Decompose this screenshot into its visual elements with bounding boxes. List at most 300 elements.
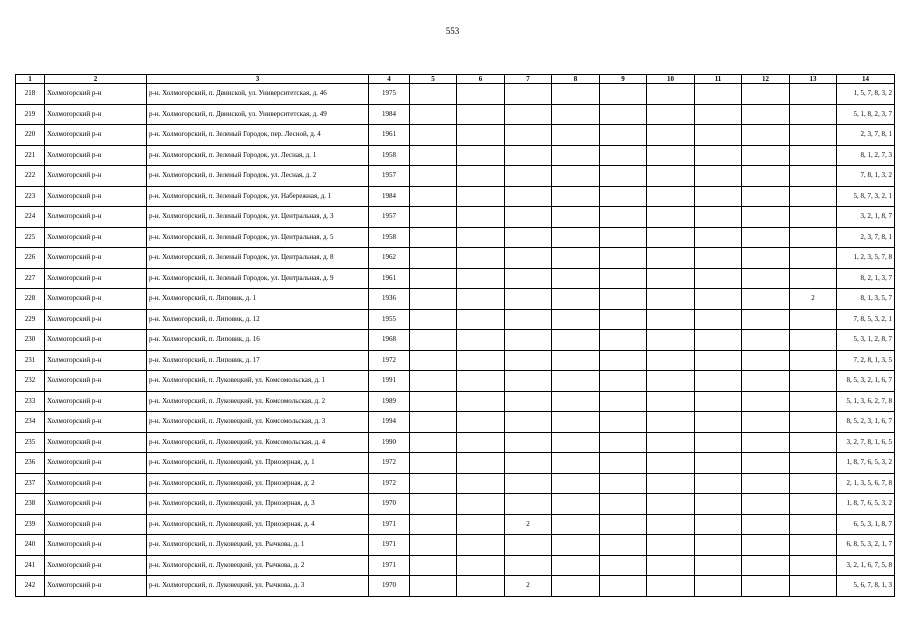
col8-cell bbox=[552, 453, 600, 474]
col7-cell bbox=[505, 186, 552, 207]
col14-cell: 1, 8, 7, 6, 5, 3, 2 bbox=[837, 453, 895, 474]
col10-cell bbox=[647, 494, 695, 515]
year-cell: 1958 bbox=[369, 145, 410, 166]
row-number: 241 bbox=[16, 555, 45, 576]
year-cell: 1970 bbox=[369, 494, 410, 515]
year-cell: 1955 bbox=[369, 309, 410, 330]
year-cell: 1994 bbox=[369, 412, 410, 433]
col12-cell bbox=[742, 391, 790, 412]
year-cell: 1958 bbox=[369, 227, 410, 248]
year-cell: 1957 bbox=[369, 166, 410, 187]
col9-cell bbox=[600, 84, 647, 105]
year-cell: 1984 bbox=[369, 104, 410, 125]
col11-cell bbox=[695, 555, 742, 576]
col5-cell bbox=[410, 371, 457, 392]
row-number: 231 bbox=[16, 350, 45, 371]
column-header-5: 5 bbox=[410, 75, 457, 84]
col10-cell bbox=[647, 391, 695, 412]
table-row bbox=[16, 514, 895, 535]
col12-cell bbox=[742, 350, 790, 371]
col14-cell: 1, 5, 7, 8, 3, 2 bbox=[837, 84, 895, 105]
col13-cell bbox=[790, 268, 837, 289]
district-cell: Холмогорский р-н bbox=[45, 514, 147, 535]
col8-cell bbox=[552, 391, 600, 412]
col7-cell: 2 bbox=[505, 514, 552, 535]
col13-cell bbox=[790, 576, 837, 597]
table-row bbox=[16, 125, 895, 146]
col11-cell bbox=[695, 125, 742, 146]
address-cell: р-н. Холмогорский, п. Луковецкий, ул. Комсомольская, д. 2 bbox=[147, 391, 369, 412]
district-cell: Холмогорский р-н bbox=[45, 145, 147, 166]
district-cell: Холмогорский р-н bbox=[45, 576, 147, 597]
address-cell: р-н. Холмогорский, п. Двинской, ул. Университетская, д. 49 bbox=[147, 104, 369, 125]
col6-cell bbox=[457, 391, 505, 412]
row-number: 239 bbox=[16, 514, 45, 535]
address-cell: р-н. Холмогорский, п. Луковецкий, ул. Рычкова, д. 1 bbox=[147, 535, 369, 556]
col12-cell bbox=[742, 555, 790, 576]
col7-cell bbox=[505, 289, 552, 310]
district-cell: Холмогорский р-н bbox=[45, 289, 147, 310]
col13-cell bbox=[790, 309, 837, 330]
year-cell: 1961 bbox=[369, 268, 410, 289]
col14-cell: 6, 5, 3, 1, 8, 7 bbox=[837, 514, 895, 535]
table-row bbox=[16, 453, 895, 474]
col10-cell bbox=[647, 350, 695, 371]
col9-cell bbox=[600, 576, 647, 597]
year-cell: 1972 bbox=[369, 453, 410, 474]
address-cell: р-н. Холмогорский, п. Луковецкий, ул. Комсомольская, д. 4 bbox=[147, 432, 369, 453]
col9-cell bbox=[600, 330, 647, 351]
row-number: 240 bbox=[16, 535, 45, 556]
col6-cell bbox=[457, 207, 505, 228]
table-row bbox=[16, 473, 895, 494]
col6-cell bbox=[457, 371, 505, 392]
col6-cell bbox=[457, 494, 505, 515]
col11-cell bbox=[695, 514, 742, 535]
col8-cell bbox=[552, 289, 600, 310]
row-number: 228 bbox=[16, 289, 45, 310]
row-number: 222 bbox=[16, 166, 45, 187]
col12-cell bbox=[742, 289, 790, 310]
col14-cell: 8, 5, 2, 3, 1, 6, 7 bbox=[837, 412, 895, 433]
district-cell: Холмогорский р-н bbox=[45, 104, 147, 125]
row-number: 230 bbox=[16, 330, 45, 351]
col9-cell bbox=[600, 248, 647, 269]
row-number: 223 bbox=[16, 186, 45, 207]
year-cell: 1971 bbox=[369, 555, 410, 576]
col12-cell bbox=[742, 371, 790, 392]
column-header-9: 9 bbox=[600, 75, 647, 84]
col12-cell bbox=[742, 104, 790, 125]
col8-cell bbox=[552, 350, 600, 371]
col5-cell bbox=[410, 268, 457, 289]
col8-cell bbox=[552, 555, 600, 576]
district-cell: Холмогорский р-н bbox=[45, 412, 147, 433]
column-header-1: 1 bbox=[16, 75, 45, 84]
col9-cell bbox=[600, 186, 647, 207]
housing-registry-table bbox=[15, 74, 895, 597]
col12-cell bbox=[742, 535, 790, 556]
year-cell: 1989 bbox=[369, 391, 410, 412]
col14-cell: 1, 2, 3, 5, 7, 8 bbox=[837, 248, 895, 269]
col7-cell bbox=[505, 330, 552, 351]
col11-cell bbox=[695, 473, 742, 494]
col8-cell bbox=[552, 104, 600, 125]
col12-cell bbox=[742, 432, 790, 453]
col10-cell bbox=[647, 268, 695, 289]
address-cell: р-н. Холмогорский, п. Луковецкий, ул. Приозерная, д. 4 bbox=[147, 514, 369, 535]
col11-cell bbox=[695, 309, 742, 330]
col12-cell bbox=[742, 268, 790, 289]
col6-cell bbox=[457, 186, 505, 207]
col5-cell bbox=[410, 248, 457, 269]
col6-cell bbox=[457, 412, 505, 433]
col7-cell bbox=[505, 207, 552, 228]
col9-cell bbox=[600, 207, 647, 228]
col13-cell bbox=[790, 535, 837, 556]
district-cell: Холмогорский р-н bbox=[45, 371, 147, 392]
col5-cell bbox=[410, 576, 457, 597]
col10-cell bbox=[647, 432, 695, 453]
col6-cell bbox=[457, 248, 505, 269]
col5-cell bbox=[410, 432, 457, 453]
col6-cell bbox=[457, 268, 505, 289]
col13-cell bbox=[790, 166, 837, 187]
col6-cell bbox=[457, 145, 505, 166]
row-number: 221 bbox=[16, 145, 45, 166]
col12-cell bbox=[742, 330, 790, 351]
col13-cell bbox=[790, 84, 837, 105]
col6-cell bbox=[457, 350, 505, 371]
table-row bbox=[16, 289, 895, 310]
col7-cell: 2 bbox=[505, 576, 552, 597]
row-number: 218 bbox=[16, 84, 45, 105]
col7-cell bbox=[505, 309, 552, 330]
table-body bbox=[16, 84, 895, 597]
address-cell: р-н. Холмогорский, п. Луковецкий, ул. Приозерная, д. 1 bbox=[147, 453, 369, 474]
col13-cell bbox=[790, 473, 837, 494]
col9-cell bbox=[600, 371, 647, 392]
col7-cell bbox=[505, 473, 552, 494]
col12-cell bbox=[742, 494, 790, 515]
col13-cell bbox=[790, 350, 837, 371]
col7-cell bbox=[505, 535, 552, 556]
col11-cell bbox=[695, 145, 742, 166]
col6-cell bbox=[457, 309, 505, 330]
col11-cell bbox=[695, 289, 742, 310]
col10-cell bbox=[647, 186, 695, 207]
col12-cell bbox=[742, 84, 790, 105]
row-number: 229 bbox=[16, 309, 45, 330]
address-cell: р-н. Холмогорский, п. Липовик, д. 1 bbox=[147, 289, 369, 310]
col8-cell bbox=[552, 186, 600, 207]
col7-cell bbox=[505, 145, 552, 166]
district-cell: Холмогорский р-н bbox=[45, 309, 147, 330]
col14-cell: 5, 6, 7, 8, 1, 3 bbox=[837, 576, 895, 597]
col11-cell bbox=[695, 432, 742, 453]
col14-cell: 8, 1, 3, 5, 7 bbox=[837, 289, 895, 310]
year-cell: 1961 bbox=[369, 125, 410, 146]
page-number: 553 bbox=[445, 26, 460, 36]
year-cell: 1957 bbox=[369, 207, 410, 228]
year-cell: 1971 bbox=[369, 535, 410, 556]
row-number: 235 bbox=[16, 432, 45, 453]
col12-cell bbox=[742, 248, 790, 269]
col12-cell bbox=[742, 473, 790, 494]
col14-cell: 3, 2, 7, 8, 1, 6, 5 bbox=[837, 432, 895, 453]
row-number: 225 bbox=[16, 227, 45, 248]
col6-cell bbox=[457, 289, 505, 310]
col5-cell bbox=[410, 391, 457, 412]
table-row bbox=[16, 391, 895, 412]
col11-cell bbox=[695, 576, 742, 597]
column-header-2: 2 bbox=[45, 75, 147, 84]
col7-cell bbox=[505, 391, 552, 412]
col7-cell bbox=[505, 494, 552, 515]
district-cell: Холмогорский р-н bbox=[45, 473, 147, 494]
col11-cell bbox=[695, 391, 742, 412]
col14-cell: 5, 8, 7, 3, 2, 1 bbox=[837, 186, 895, 207]
col10-cell bbox=[647, 453, 695, 474]
col9-cell bbox=[600, 535, 647, 556]
col10-cell bbox=[647, 371, 695, 392]
col10-cell bbox=[647, 535, 695, 556]
column-header-8: 8 bbox=[552, 75, 600, 84]
col6-cell bbox=[457, 535, 505, 556]
col5-cell bbox=[410, 84, 457, 105]
col13-cell bbox=[790, 227, 837, 248]
year-cell: 1972 bbox=[369, 350, 410, 371]
col14-cell: 6, 8, 5, 3, 2, 1, 7 bbox=[837, 535, 895, 556]
address-cell: р-н. Холмогорский, п. Зеленый Городок, ул. Центральная, д. 3 bbox=[147, 207, 369, 228]
col6-cell bbox=[457, 453, 505, 474]
district-cell: Холмогорский р-н bbox=[45, 248, 147, 269]
address-cell: р-н. Холмогорский, п. Зеленый Городок, ул. Центральная, д. 5 bbox=[147, 227, 369, 248]
col10-cell bbox=[647, 166, 695, 187]
col11-cell bbox=[695, 453, 742, 474]
col9-cell bbox=[600, 412, 647, 433]
year-cell: 1972 bbox=[369, 473, 410, 494]
col14-cell: 1, 8, 7, 6, 5, 3, 2 bbox=[837, 494, 895, 515]
address-cell: р-н. Холмогорский, п. Луковецкий, ул. Приозерная, д. 3 bbox=[147, 494, 369, 515]
col14-cell: 7, 8, 5, 3, 2, 1 bbox=[837, 309, 895, 330]
col14-cell: 8, 2, 1, 3, 7 bbox=[837, 268, 895, 289]
row-number: 238 bbox=[16, 494, 45, 515]
col7-cell bbox=[505, 227, 552, 248]
col14-cell: 5, 1, 8, 2, 3, 7 bbox=[837, 104, 895, 125]
col5-cell bbox=[410, 104, 457, 125]
col10-cell bbox=[647, 309, 695, 330]
district-cell: Холмогорский р-н bbox=[45, 84, 147, 105]
col11-cell bbox=[695, 535, 742, 556]
col6-cell bbox=[457, 84, 505, 105]
col5-cell bbox=[410, 514, 457, 535]
table-row bbox=[16, 412, 895, 433]
col10-cell bbox=[647, 576, 695, 597]
col10-cell bbox=[647, 125, 695, 146]
col12-cell bbox=[742, 125, 790, 146]
table-row bbox=[16, 248, 895, 269]
col13-cell bbox=[790, 207, 837, 228]
col13-cell bbox=[790, 453, 837, 474]
address-cell: р-н. Холмогорский, п. Липовик, д. 12 bbox=[147, 309, 369, 330]
col12-cell bbox=[742, 412, 790, 433]
col8-cell bbox=[552, 494, 600, 515]
col7-cell bbox=[505, 350, 552, 371]
col9-cell bbox=[600, 453, 647, 474]
col5-cell bbox=[410, 535, 457, 556]
address-cell: р-н. Холмогорский, п. Луковецкий, ул. Комсомольская, д. 1 bbox=[147, 371, 369, 392]
col12-cell bbox=[742, 514, 790, 535]
row-number: 226 bbox=[16, 248, 45, 269]
col8-cell bbox=[552, 514, 600, 535]
col14-cell: 7, 8, 1, 3, 2 bbox=[837, 166, 895, 187]
col9-cell bbox=[600, 555, 647, 576]
year-cell: 1936 bbox=[369, 289, 410, 310]
col14-cell: 2, 3, 7, 8, 1 bbox=[837, 125, 895, 146]
col13-cell bbox=[790, 412, 837, 433]
row-number: 220 bbox=[16, 125, 45, 146]
col14-cell: 3, 2, 1, 8, 7 bbox=[837, 207, 895, 228]
col9-cell bbox=[600, 227, 647, 248]
col14-cell: 5, 3, 1, 2, 8, 7 bbox=[837, 330, 895, 351]
col10-cell bbox=[647, 473, 695, 494]
col7-cell bbox=[505, 84, 552, 105]
table-row bbox=[16, 330, 895, 351]
header-row bbox=[16, 75, 895, 84]
column-header-12: 12 bbox=[742, 75, 790, 84]
address-cell: р-н. Холмогорский, п. Луковецкий, ул. Рычкова, д. 2 bbox=[147, 555, 369, 576]
table-row bbox=[16, 227, 895, 248]
col9-cell bbox=[600, 350, 647, 371]
col8-cell bbox=[552, 432, 600, 453]
col13-cell: 2 bbox=[790, 289, 837, 310]
col7-cell bbox=[505, 371, 552, 392]
col6-cell bbox=[457, 104, 505, 125]
col12-cell bbox=[742, 576, 790, 597]
col8-cell bbox=[552, 84, 600, 105]
col10-cell bbox=[647, 227, 695, 248]
address-cell: р-н. Холмогорский, п. Зеленый Городок, ул. Центральная, д. 8 bbox=[147, 248, 369, 269]
col5-cell bbox=[410, 350, 457, 371]
col14-cell: 3, 2, 1, 6, 7, 5, 8 bbox=[837, 555, 895, 576]
col5-cell bbox=[410, 330, 457, 351]
year-cell: 1975 bbox=[369, 84, 410, 105]
table-row bbox=[16, 535, 895, 556]
col6-cell bbox=[457, 576, 505, 597]
district-cell: Холмогорский р-н bbox=[45, 391, 147, 412]
col13-cell bbox=[790, 104, 837, 125]
column-header-10: 10 bbox=[647, 75, 695, 84]
col7-cell bbox=[505, 125, 552, 146]
col5-cell bbox=[410, 166, 457, 187]
col8-cell bbox=[552, 125, 600, 146]
col14-cell: 2, 1, 3, 5, 6, 7, 8 bbox=[837, 473, 895, 494]
address-cell: р-н. Холмогорский, п. Липовик, д. 16 bbox=[147, 330, 369, 351]
table-row bbox=[16, 494, 895, 515]
row-number: 219 bbox=[16, 104, 45, 125]
col9-cell bbox=[600, 473, 647, 494]
col5-cell bbox=[410, 494, 457, 515]
col13-cell bbox=[790, 555, 837, 576]
col11-cell bbox=[695, 207, 742, 228]
row-number: 236 bbox=[16, 453, 45, 474]
table-row bbox=[16, 207, 895, 228]
col6-cell bbox=[457, 330, 505, 351]
col12-cell bbox=[742, 309, 790, 330]
row-number: 232 bbox=[16, 371, 45, 392]
table-row bbox=[16, 84, 895, 105]
address-cell: р-н. Холмогорский, п. Зеленый Городок, ул. Лесная, д. 1 bbox=[147, 145, 369, 166]
col5-cell bbox=[410, 473, 457, 494]
col9-cell bbox=[600, 514, 647, 535]
col6-cell bbox=[457, 166, 505, 187]
col11-cell bbox=[695, 104, 742, 125]
col5-cell bbox=[410, 289, 457, 310]
col11-cell bbox=[695, 371, 742, 392]
col8-cell bbox=[552, 166, 600, 187]
col13-cell bbox=[790, 330, 837, 351]
year-cell: 1970 bbox=[369, 576, 410, 597]
row-number: 224 bbox=[16, 207, 45, 228]
col8-cell bbox=[552, 412, 600, 433]
col12-cell bbox=[742, 145, 790, 166]
table-row bbox=[16, 350, 895, 371]
row-number: 242 bbox=[16, 576, 45, 597]
col10-cell bbox=[647, 207, 695, 228]
year-cell: 1968 bbox=[369, 330, 410, 351]
col10-cell bbox=[647, 330, 695, 351]
district-cell: Холмогорский р-н bbox=[45, 432, 147, 453]
col12-cell bbox=[742, 166, 790, 187]
col14-cell: 7, 2, 8, 1, 3, 5 bbox=[837, 350, 895, 371]
col11-cell bbox=[695, 227, 742, 248]
table-row bbox=[16, 268, 895, 289]
col8-cell bbox=[552, 207, 600, 228]
col5-cell bbox=[410, 125, 457, 146]
table-row bbox=[16, 371, 895, 392]
col7-cell bbox=[505, 248, 552, 269]
col6-cell bbox=[457, 227, 505, 248]
col8-cell bbox=[552, 268, 600, 289]
district-cell: Холмогорский р-н bbox=[45, 494, 147, 515]
col14-cell: 8, 5, 3, 2, 1, 6, 7 bbox=[837, 371, 895, 392]
year-cell: 1962 bbox=[369, 248, 410, 269]
address-cell: р-н. Холмогорский, п. Зеленый Городок, пер. Лесной, д. 4 bbox=[147, 125, 369, 146]
address-cell: р-н. Холмогорский, п. Двинской, ул. Университетская, д. 46 bbox=[147, 84, 369, 105]
address-cell: р-н. Холмогорский, п. Луковецкий, ул. Комсомольская, д. 3 bbox=[147, 412, 369, 433]
col10-cell bbox=[647, 514, 695, 535]
col9-cell bbox=[600, 309, 647, 330]
col11-cell bbox=[695, 166, 742, 187]
col10-cell bbox=[647, 145, 695, 166]
column-header-4: 4 bbox=[369, 75, 410, 84]
col13-cell bbox=[790, 125, 837, 146]
table-row bbox=[16, 166, 895, 187]
col9-cell bbox=[600, 145, 647, 166]
col14-cell: 8, 1, 2, 7, 3 bbox=[837, 145, 895, 166]
column-header-3: 3 bbox=[147, 75, 369, 84]
col9-cell bbox=[600, 494, 647, 515]
table-row bbox=[16, 576, 895, 597]
col5-cell bbox=[410, 145, 457, 166]
col7-cell bbox=[505, 432, 552, 453]
col8-cell bbox=[552, 473, 600, 494]
district-cell: Холмогорский р-н bbox=[45, 186, 147, 207]
table-row bbox=[16, 145, 895, 166]
col8-cell bbox=[552, 248, 600, 269]
col13-cell bbox=[790, 371, 837, 392]
